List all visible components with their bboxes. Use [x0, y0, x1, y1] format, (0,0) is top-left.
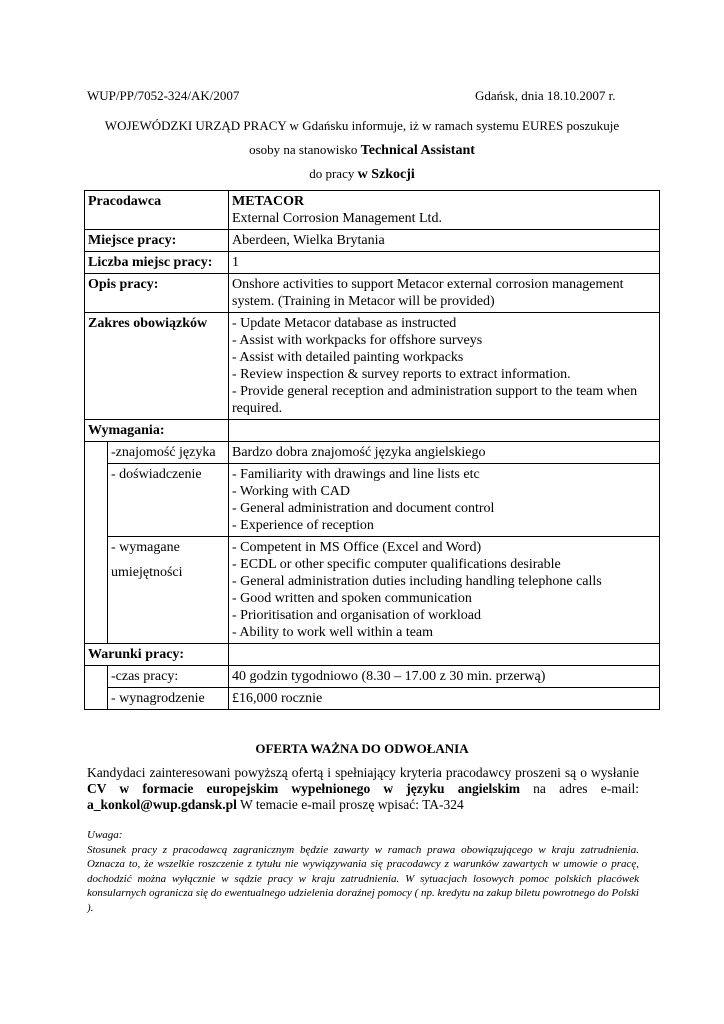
intro-position-prefix: osoby na stanowisko: [249, 142, 361, 157]
table-row: [85, 666, 660, 688]
salary-value: £16,000 rocznie: [229, 688, 660, 710]
employer-label: Pracodawca: [85, 191, 229, 230]
job-offer-table: [84, 190, 660, 710]
table-row: [85, 252, 660, 274]
note-title: Uwaga:: [87, 829, 123, 841]
list-item: - Experience of reception: [232, 518, 374, 533]
table-row: [85, 313, 660, 420]
indent-cell: [85, 688, 108, 710]
note-body: Stosunek pracy z pracodawcą zagranicznym będzie zawarty w ramach prawa obowiązującego w kraju zatrudnienia. Oznacza to, że wszelkie roszczenie z tytułu nie wywiązywania się pracodawcy z warunków zawartych w umowie o pracę, dochodzić można wyłącznie w sądzie pracy w kraju zatrudnienia. W sytuacjach losowych pomoc polskich placówek konsularnych ogranicza się do ewentualnego udzielenia doraźnej pomocy ( np. kredytu na zakup biletu powrotnego do Polski ).: [87, 843, 639, 914]
list-item: - Working with CAD: [232, 484, 351, 499]
list-item: - Good written and spoken communication: [232, 591, 472, 606]
duties-list: [229, 313, 660, 420]
list-item: - Review inspection & survey reports to extract information.: [232, 367, 571, 382]
table-row: [85, 420, 660, 442]
intro-line: WOJEWÓDZKI URZĄD PRACY w Gdańsku informuje, iż w ramach systemu EURES poszukuje: [104, 118, 620, 133]
list-item: - Assist with detailed painting workpacks: [232, 350, 464, 365]
conditions-label: Warunki pracy:: [85, 644, 229, 666]
contact-email[interactable]: a_konkol@wup.gdansk.pl: [87, 797, 237, 812]
language-value: Bardzo dobra znajomość języka angielskiego: [229, 442, 660, 464]
count-value: 1: [229, 252, 660, 274]
table-row: [85, 644, 660, 666]
list-item: - Provide general reception and administration support to the team when required.: [232, 384, 638, 416]
list-item: - Competent in MS Office (Excel and Word): [232, 540, 482, 555]
employer-cell: [229, 191, 660, 230]
list-item: - Prioritisation and organisation of workload: [232, 608, 481, 623]
salary-label: - wynagrodzenie: [108, 688, 229, 710]
table-row: [85, 274, 660, 313]
empty-cell: [229, 644, 660, 666]
hours-label: -czas pracy:: [108, 666, 229, 688]
list-item: - General administration duties including handling telephone calls: [232, 574, 602, 589]
experience-label: - doświadczenie: [108, 464, 229, 537]
legal-note: [87, 828, 639, 915]
list-item: - Update Metacor database as instructed: [232, 316, 457, 331]
skills-label-line: - wymagane: [111, 540, 180, 555]
candidate-instructions: [87, 765, 639, 813]
table-row: [85, 442, 660, 464]
intro-position-line: [0, 142, 724, 159]
table-row: [85, 191, 660, 230]
skills-label: [108, 537, 229, 644]
intro-location-line: [0, 166, 724, 183]
list-item: - Ability to work well within a team: [232, 625, 434, 640]
table-row: [85, 537, 660, 644]
list-item: - ECDL or other specific computer qualifications desirable: [232, 557, 561, 572]
place-value: Aberdeen, Wielka Brytania: [229, 230, 660, 252]
offer-validity: OFERTA WAŻNA DO ODWOŁANIA: [255, 741, 469, 756]
instructions-text: Kandydaci zainteresowani powyższą ofertą i spełniający kryteria pracodawcy proszeni są o wysłanie: [87, 765, 639, 780]
indent-cell: [85, 537, 108, 644]
duties-label: Zakres obowiązków: [85, 313, 229, 420]
list-item: - Assist with workpacks for offshore surveys: [232, 333, 483, 348]
instructions-text: W temacie e-mail proszę wpisać: TA-324: [236, 797, 464, 812]
description-value: Onshore activities to support Metacor external corrosion management system. (Training in Metacor will be provided): [229, 274, 660, 313]
requirements-label: Wymagania:: [85, 420, 229, 442]
intro-location-prefix: do pracy: [309, 166, 358, 181]
indent-cell: [85, 464, 108, 537]
skills-list: [229, 537, 660, 644]
experience-list: [229, 464, 660, 537]
instructions-text: na adres e-mail:: [519, 781, 639, 796]
indent-cell: [85, 666, 108, 688]
empty-cell: [229, 420, 660, 442]
language-label: -znajomość języka: [108, 442, 229, 464]
document-date: Gdańsk, dnia 18.10.2007 r.: [475, 88, 616, 103]
employer-name: METACOR: [232, 194, 305, 209]
count-label: Liczba miejsc pracy:: [85, 252, 229, 274]
hours-value: 40 godzin tygodniowo (8.30 – 17.00 z 30 min. przerwą): [229, 666, 660, 688]
reference-number: WUP/PP/7052-324/AK/2007: [87, 88, 240, 103]
place-label: Miejsce pracy:: [85, 230, 229, 252]
skills-label-line: umiejętności: [111, 565, 183, 580]
job-location: w Szkocji: [357, 167, 415, 182]
cv-requirement: CV w formacie europejskim wypełnionego w języku angielskim: [87, 781, 520, 796]
indent-cell: [85, 442, 108, 464]
position-title: Technical Assistant: [360, 143, 475, 158]
employer-full-name: External Corrosion Management Ltd.: [232, 211, 442, 226]
description-label: Opis pracy:: [85, 274, 229, 313]
list-item: - General administration and document control: [232, 501, 495, 516]
table-row: [85, 688, 660, 710]
table-row: [85, 464, 660, 537]
table-row: [85, 230, 660, 252]
list-item: - Familiarity with drawings and line lists etc: [232, 467, 480, 482]
